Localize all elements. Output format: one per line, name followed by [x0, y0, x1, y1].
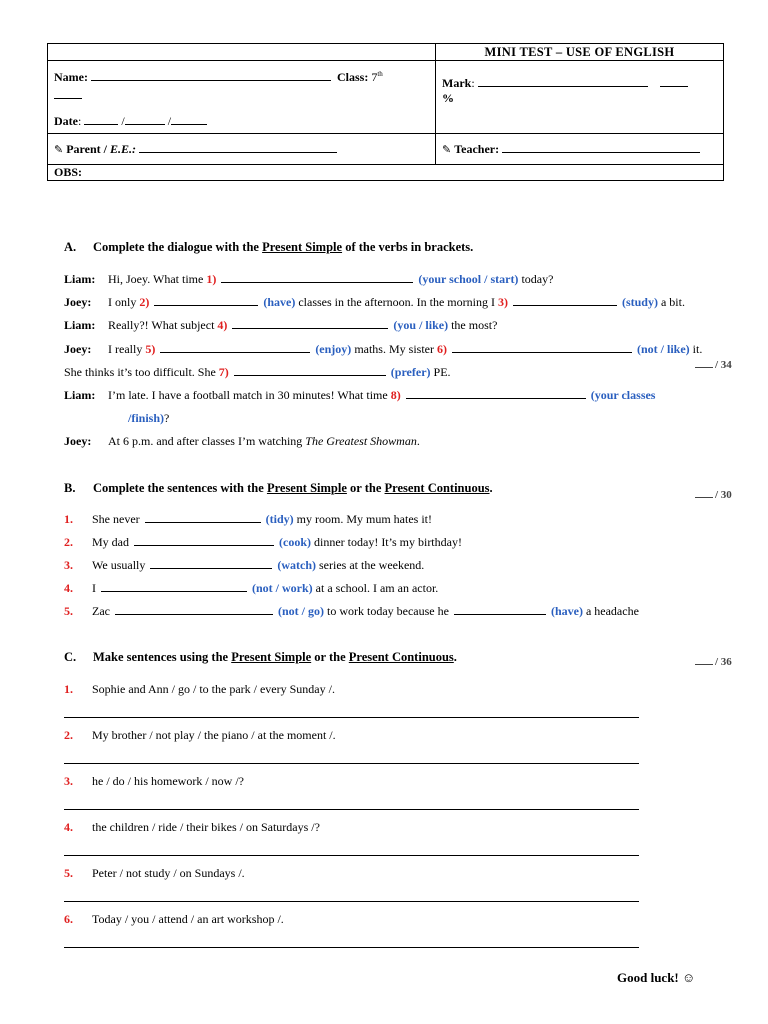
- exercise-c-item-5: 5. Peter / not study / on Sundays /.: [64, 866, 245, 880]
- c-answer-line-3[interactable]: [64, 809, 639, 810]
- dialogue-line-4: Joey: I really 5) (enjoy) maths. My sister 6) (not / like) it.: [64, 342, 703, 356]
- section-a-score: / 34: [695, 359, 732, 371]
- exercise-b-item-5: 5. Zac (not / go) to work today because he (have) a headache: [64, 604, 639, 618]
- b-blank-4[interactable]: [101, 581, 247, 592]
- exercise-b-item-2: 2. My dad (cook) dinner today! It’s my birthday!: [64, 535, 462, 549]
- teacher-label: Teacher:: [454, 142, 500, 156]
- date-month-field[interactable]: [125, 113, 165, 125]
- header-blank-cell: [48, 44, 436, 61]
- dialogue-line-5: She thinks it’s too difficult. She 7) (prefer) PE.: [64, 365, 451, 379]
- good-luck-text: Good luck! ☺: [617, 970, 696, 985]
- dialogue-line-1: Liam: Hi, Joey. What time 1) (your school / start) today?: [64, 272, 554, 286]
- mark-field[interactable]: [478, 75, 648, 87]
- name-date-cell: Name: Class: 7th Date: / /: [48, 61, 436, 134]
- exercise-c-item-3: 3. he / do / his homework / now /?: [64, 774, 244, 788]
- exercise-b-item-3: 3. We usually (watch) series at the weekend.: [64, 558, 425, 572]
- c-answer-line-5[interactable]: [64, 901, 639, 902]
- answer-blank-6[interactable]: [452, 342, 632, 353]
- obs-cell: [48, 165, 724, 181]
- dialogue-line-2: Joey: I only 2) (have) classes in the afternoon. In the morning I 3) (study) a bit.: [64, 295, 685, 309]
- test-title: MINI TEST – USE OF ENGLISH: [436, 44, 724, 61]
- class-field[interactable]: [54, 87, 82, 99]
- percent-label: %: [442, 91, 454, 105]
- answer-blank-3[interactable]: [513, 295, 617, 306]
- date-year-field[interactable]: [171, 113, 207, 125]
- teacher-field[interactable]: [502, 141, 700, 153]
- b-blank-2[interactable]: [134, 535, 274, 546]
- section-c-heading: C. Make sentences using the Present Simple or the Present Continuous.: [64, 650, 457, 664]
- mark-cell: Mark: %: [436, 61, 724, 134]
- parent-cell: [48, 134, 436, 165]
- exercise-c-item-6: 6. Today / you / attend / an art workshop /.: [64, 912, 284, 926]
- c-answer-line-1[interactable]: [64, 717, 639, 718]
- answer-blank-4[interactable]: [232, 318, 388, 329]
- teacher-cell: [436, 134, 724, 165]
- b-blank-1[interactable]: [145, 512, 261, 523]
- exercise-b-item-1: 1. She never (tidy) my room. My mum hates it!: [64, 512, 432, 526]
- b-blank-6[interactable]: [454, 604, 546, 615]
- exercise-c-item-4: 4. the children / ride / their bikes / on Saturdays /?: [64, 820, 320, 834]
- header-table: [47, 43, 724, 181]
- pen-icon: ✎: [442, 143, 452, 156]
- b-blank-5[interactable]: [115, 604, 273, 615]
- dialogue-line-6-continued: /finish)?: [128, 411, 170, 425]
- dialogue-line-7: Joey: At 6 p.m. and after classes I’m watching The Greatest Showman.: [64, 434, 420, 448]
- name-label: Name:: [54, 70, 88, 84]
- date-day-field[interactable]: [84, 113, 118, 125]
- parent-label: Parent / E.E.:: [66, 142, 137, 156]
- exercise-c-item-1: 1. Sophie and Ann / go / to the park / every Sunday /.: [64, 682, 335, 696]
- class-value: 7th: [371, 70, 383, 84]
- exercise-c-item-2: 2. My brother / not play / the piano / at the moment /.: [64, 728, 336, 742]
- section-a-heading: A. Complete the dialogue with the Present Simple of the verbs in brackets.: [64, 240, 474, 254]
- obs-label: OBS:: [54, 165, 83, 179]
- percent-field[interactable]: [660, 75, 688, 87]
- answer-blank-1[interactable]: [221, 272, 413, 283]
- class-label: Class:: [336, 70, 369, 84]
- section-b-heading: B. Complete the sentences with the Present Simple or the Present Continuous.: [64, 481, 493, 495]
- exercise-b-item-4: 4. I (not / work) at a school. I am an actor.: [64, 581, 439, 595]
- answer-blank-7[interactable]: [234, 365, 386, 376]
- pen-icon: ✎: [54, 143, 64, 156]
- answer-blank-2[interactable]: [154, 295, 258, 306]
- parent-field[interactable]: [139, 141, 337, 153]
- mark-label: Mark: [442, 76, 472, 90]
- section-b-score: / 30: [695, 489, 732, 501]
- answer-blank-8[interactable]: [406, 388, 586, 399]
- b-blank-3[interactable]: [150, 558, 272, 569]
- date-label: Date: [54, 114, 78, 128]
- c-answer-line-2[interactable]: [64, 763, 639, 764]
- name-field[interactable]: [91, 69, 331, 81]
- c-answer-line-6[interactable]: [64, 947, 639, 948]
- answer-blank-5[interactable]: [160, 342, 310, 353]
- dialogue-line-6: Liam: I’m late. I have a football match in 30 minutes! What time 8) (your classes: [64, 388, 656, 402]
- section-c-score: / 36: [695, 656, 732, 668]
- dialogue-line-3: Liam: Really?! What subject 4) (you / like) the most?: [64, 318, 498, 332]
- c-answer-line-4[interactable]: [64, 855, 639, 856]
